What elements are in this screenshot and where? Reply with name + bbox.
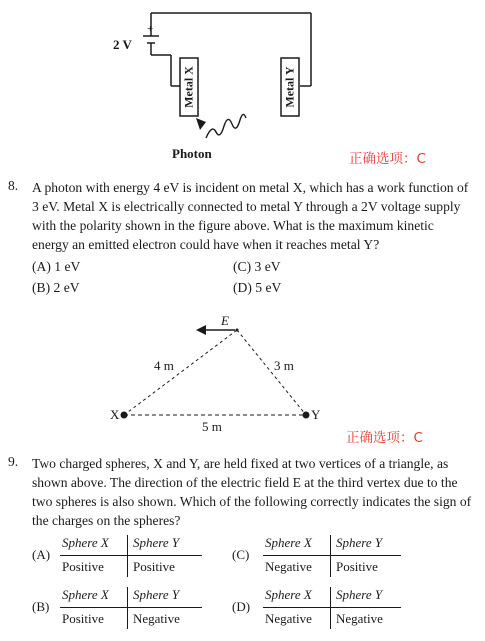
metal-x-label: Metal X [181, 66, 196, 108]
header-sphere-y: Sphere Y [336, 535, 383, 550]
table-divider [330, 535, 331, 577]
photon-label: Photon [172, 146, 212, 161]
sphere-y-label: Y [311, 407, 321, 422]
photon-wave-icon [206, 114, 246, 138]
value-sphere-y: Negative [336, 611, 383, 626]
table-rule [60, 555, 202, 556]
plus-sign: + [147, 23, 154, 35]
table-divider [330, 587, 331, 629]
value-sphere-x: Negative [265, 611, 312, 626]
circuit-diagram [0, 0, 485, 165]
metal-y-label: Metal Y [282, 66, 297, 108]
option-b[interactable]: (B) 2 eV [32, 280, 80, 295]
question-line: with the polarity shown in the figure above. What is the maximum kinetic [32, 218, 434, 233]
option-label: (C) [232, 547, 250, 562]
header-sphere-x: Sphere X [62, 587, 109, 602]
triangle-diagram [0, 300, 485, 445]
value-sphere-x: Positive [62, 559, 104, 574]
header-sphere-y: Sphere Y [133, 587, 180, 602]
option-label: (D) [232, 599, 251, 614]
question-line: two spheres is also shown. Which of the following correctly indicates the sign of [32, 494, 472, 509]
table-rule [263, 607, 401, 608]
table-divider [127, 535, 128, 577]
option-c-table[interactable] [232, 535, 402, 577]
question-line: shown above. The direction of the electric field E at the third vertex due to the [32, 475, 458, 490]
value-sphere-y: Positive [336, 559, 378, 574]
question-line: energy an emitted electron could have when it reaches metal Y? [32, 237, 380, 252]
vertex-dot [236, 329, 239, 332]
question-line: Two charged spheres, X and Y, are held fixed at two vertices of a triangle, as [32, 456, 449, 471]
header-sphere-x: Sphere X [62, 535, 109, 550]
question-9-number: 9. [8, 454, 19, 469]
triangle-side-right [237, 330, 306, 415]
option-c[interactable]: (C) 3 eV [233, 259, 281, 274]
header-sphere-x: Sphere X [265, 535, 312, 550]
triangle-side-left [124, 330, 237, 415]
question-9-text [32, 454, 482, 530]
voltage-label: 2 V [113, 37, 132, 52]
table-rule [60, 607, 202, 608]
sphere-x-label: X [110, 407, 120, 422]
option-d-table[interactable] [232, 587, 402, 629]
table-divider [127, 587, 128, 629]
question-line: the charges on the spheres? [32, 513, 181, 528]
option-b-table[interactable] [32, 587, 202, 629]
header-sphere-y: Sphere Y [133, 535, 180, 550]
field-e-label: E [221, 313, 229, 328]
side-bottom-label: 5 m [202, 419, 222, 434]
value-sphere-y: Negative [133, 611, 180, 626]
option-label: (A) [32, 547, 51, 562]
field-arrow-head-icon [196, 325, 206, 335]
option-a-table[interactable] [32, 535, 202, 577]
value-sphere-y: Positive [133, 559, 175, 574]
sphere-y-dot [303, 412, 310, 419]
side-left-label: 4 m [154, 358, 174, 373]
side-right-label: 3 m [274, 358, 294, 373]
photon-arrow-icon [196, 118, 206, 130]
answer-label-2: 正确选项：C [346, 430, 423, 446]
question-line: 3 eV. Metal X is electrically connected to metal Y through a 2V voltage supply [32, 199, 461, 214]
sphere-x-dot [121, 412, 128, 419]
table-rule [263, 555, 401, 556]
option-label: (B) [32, 599, 50, 614]
value-sphere-x: Negative [265, 559, 312, 574]
question-8-number: 8. [8, 178, 19, 193]
answer-label-1: 正确选项：C [349, 151, 426, 167]
option-a[interactable]: (A) 1 eV [32, 259, 81, 274]
option-d[interactable]: (D) 5 eV [233, 280, 282, 295]
header-sphere-x: Sphere X [265, 587, 312, 602]
value-sphere-x: Positive [62, 611, 104, 626]
question-line: A photon with energy 4 eV is incident on metal X, which has a work function of [32, 180, 469, 195]
question-8-text [32, 178, 482, 254]
header-sphere-y: Sphere Y [336, 587, 383, 602]
